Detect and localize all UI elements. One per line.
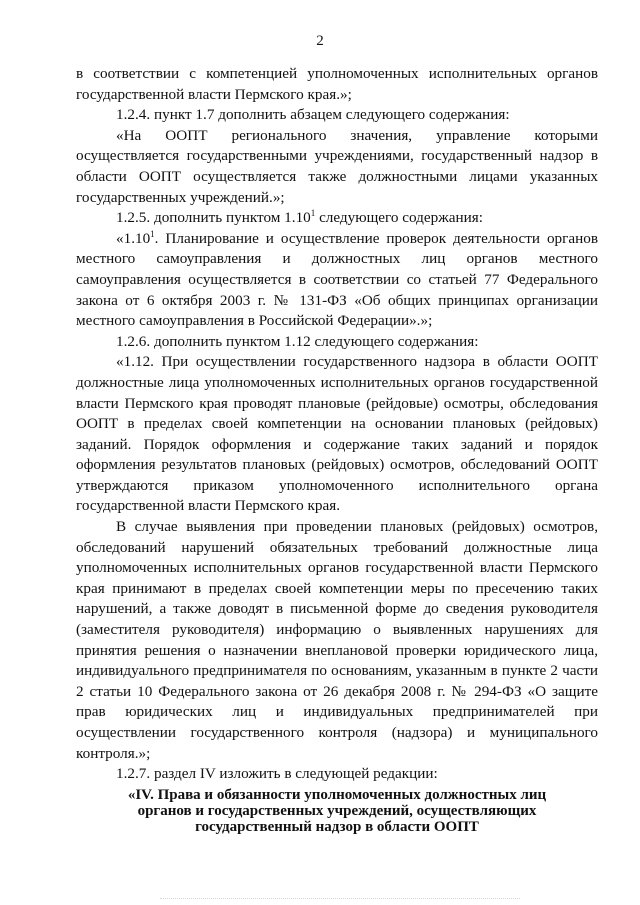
paragraph bbox=[76, 229, 598, 332]
paragraph: «На ООПТ регионального значения, управление которыми осуществляется государственными учреждениями, государственный надзор в области ООПТ осуществляется также должностными лицами указанных государственных учреждений.»; bbox=[76, 126, 598, 206]
paragraph-text: «1.10 bbox=[116, 229, 151, 247]
paragraph-text: . Планирование и осуществление проверок деятельности органов местного самоуправления и должностных лиц органов местного самоуправления осуществляется в соответствии со статьей 77 Федерального закона от 6 октября 2003 г. № 131-ФЗ «Об общих принципах организации местного самоуправления в Российской Федерации».»; bbox=[76, 229, 598, 330]
paragraph: «1.12. При осуществлении государственного надзора в области ООПТ должностные лица уполномоченных исполнительных органов государственной власти Пермского края проводят плановые (рейдовые) осмотры, обследования ООПТ в пределах своей компетенции на основании плановых (рейдовых) заданий. Порядок оформления и содержание таких заданий и порядок оформления результатов плановых (рейдовых) осмотров, обследований ООПТ утверждаются приказом уполномоченного исполнительного органа государственной власти Пермского края. bbox=[76, 353, 598, 515]
superscript: 1 bbox=[150, 228, 155, 239]
paragraph bbox=[76, 208, 598, 229]
page-number: 2 bbox=[316, 33, 324, 49]
paragraph-text: 1.2.5. дополнить пунктом 1.10 bbox=[116, 209, 311, 227]
section-heading bbox=[76, 787, 598, 835]
paragraph: 1.2.6. дополнить пунктом 1.12 следующего содержания: bbox=[116, 332, 479, 350]
heading-line: органов и государственных учреждений, осуществляющих bbox=[137, 802, 537, 819]
paragraph: 1.2.4. пункт 1.7 дополнить абзацем следующего содержания: bbox=[116, 106, 510, 124]
document-body bbox=[76, 64, 598, 835]
footer-artifact bbox=[160, 898, 520, 901]
paragraph: в соответствии с компетенцией уполномоченных исполнительных органов государственной власти Пермского края.»; bbox=[76, 65, 598, 103]
paragraph: В случае выявления при проведении плановых (рейдовых) осмотров, обследований нарушений обязательных требований должностные лица уполномоченных исполнительных органов государственной власти Пермского края принимают в пределах своей компетенции меры по пресечению таких нарушений, а также доводят в письменной форме до сведения руководителя (заместителя руководителя) информацию о выявленных нарушениях для принятия решения о назначении внеплановой проверки юридического лица, индивидуального предпринимателя по основаниям, указанным в пункте 2 части 2 статьи 10 Федерального закона от 26 декабря 2008 г. № 294-ФЗ «О защите прав юридических лиц и индивидуальных предпринимателей при осуществлении государственного контроля (надзора) и муниципального контроля.»; bbox=[76, 518, 598, 762]
heading-line: «IV. Права и обязанности уполномоченных должностных лиц bbox=[127, 786, 547, 803]
superscript: 1 bbox=[310, 208, 316, 219]
paragraph-text: следующего содержания: bbox=[315, 209, 483, 227]
heading-line: государственный надзор в области ООПТ bbox=[195, 818, 479, 835]
paragraph: 1.2.7. раздел IV изложить в следующей редакции: bbox=[116, 765, 438, 783]
